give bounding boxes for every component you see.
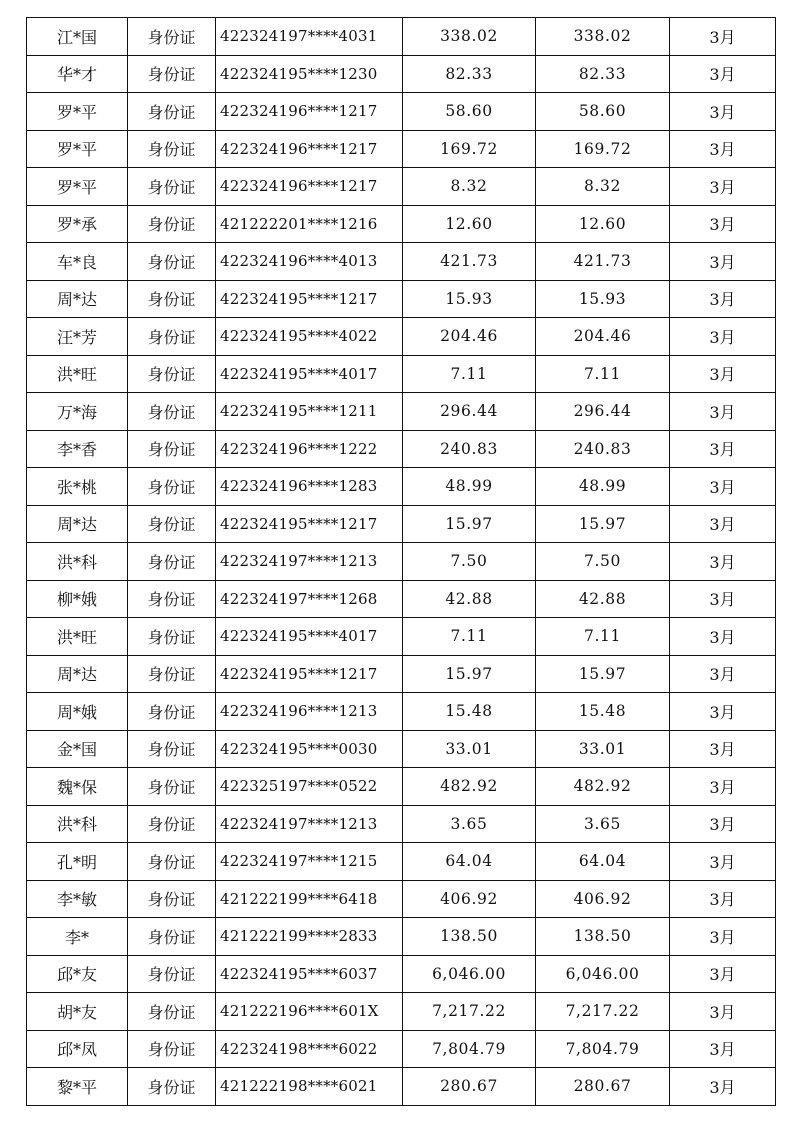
id-type-cell: 身份证 — [128, 55, 216, 93]
amount-a-cell: 15.48 — [403, 693, 536, 731]
table-row — [27, 993, 776, 1031]
id-type-cell: 身份证 — [128, 580, 216, 618]
amount-b-cell: 6,046.00 — [536, 955, 670, 993]
amount-a-cell: 280.67 — [403, 1068, 536, 1106]
amount-a-cell: 7,217.22 — [403, 993, 536, 1031]
amount-b-cell: 280.67 — [536, 1068, 670, 1106]
amount-b-cell: 58.60 — [536, 93, 670, 131]
id-number-cell: 421222196****601X — [216, 993, 403, 1031]
name-cell: 魏*保 — [27, 768, 128, 806]
amount-a-cell: 296.44 — [403, 393, 536, 431]
name-cell: 张*桃 — [27, 468, 128, 506]
amount-b-cell: 12.60 — [536, 205, 670, 243]
id-type-cell: 身份证 — [128, 693, 216, 731]
month-cell: 3月 — [670, 805, 776, 843]
name-cell: 周*达 — [27, 505, 128, 543]
name-cell: 万*海 — [27, 393, 128, 431]
table-row — [27, 430, 776, 468]
table-row — [27, 55, 776, 93]
table-row — [27, 655, 776, 693]
table-row — [27, 468, 776, 506]
id-number-cell: 421222199****2833 — [216, 918, 403, 956]
table-row — [27, 243, 776, 281]
id-number-cell: 422324196****1217 — [216, 130, 403, 168]
name-cell: 李* — [27, 918, 128, 956]
id-number-cell: 422324196****1213 — [216, 693, 403, 731]
id-number-cell: 422324196****1217 — [216, 93, 403, 131]
id-number-cell: 422324196****1222 — [216, 430, 403, 468]
table-row — [27, 768, 776, 806]
name-cell: 周*娥 — [27, 693, 128, 731]
id-type-cell: 身份证 — [128, 843, 216, 881]
table-row — [27, 693, 776, 731]
table-row — [27, 18, 776, 56]
id-type-cell: 身份证 — [128, 543, 216, 581]
amount-a-cell: 15.97 — [403, 505, 536, 543]
name-cell: 江*国 — [27, 18, 128, 56]
records-table-body — [27, 18, 776, 1106]
table-row — [27, 505, 776, 543]
month-cell: 3月 — [670, 430, 776, 468]
amount-a-cell: 406.92 — [403, 880, 536, 918]
month-cell: 3月 — [670, 955, 776, 993]
id-type-cell: 身份证 — [128, 393, 216, 431]
amount-b-cell: 7.11 — [536, 618, 670, 656]
id-type-cell: 身份证 — [128, 655, 216, 693]
table-row — [27, 393, 776, 431]
id-number-cell: 422324196****4013 — [216, 243, 403, 281]
name-cell: 罗*平 — [27, 168, 128, 206]
table-row — [27, 955, 776, 993]
amount-a-cell: 204.46 — [403, 318, 536, 356]
amount-b-cell: 15.97 — [536, 505, 670, 543]
id-number-cell: 422324195****1217 — [216, 655, 403, 693]
month-cell: 3月 — [670, 355, 776, 393]
amount-b-cell: 138.50 — [536, 918, 670, 956]
amount-a-cell: 338.02 — [403, 18, 536, 56]
table-row — [27, 543, 776, 581]
id-type-cell: 身份证 — [128, 280, 216, 318]
table-row — [27, 318, 776, 356]
month-cell: 3月 — [670, 693, 776, 731]
amount-a-cell: 15.97 — [403, 655, 536, 693]
amount-b-cell: 7.11 — [536, 355, 670, 393]
id-number-cell: 421222199****6418 — [216, 880, 403, 918]
id-type-cell: 身份证 — [128, 130, 216, 168]
amount-a-cell: 6,046.00 — [403, 955, 536, 993]
id-number-cell: 422324195****4017 — [216, 355, 403, 393]
amount-b-cell: 338.02 — [536, 18, 670, 56]
amount-b-cell: 240.83 — [536, 430, 670, 468]
month-cell: 3月 — [670, 1068, 776, 1106]
amount-a-cell: 7.11 — [403, 355, 536, 393]
id-type-cell: 身份证 — [128, 730, 216, 768]
table-row — [27, 843, 776, 881]
amount-a-cell: 58.60 — [403, 93, 536, 131]
name-cell: 罗*平 — [27, 93, 128, 131]
name-cell: 周*达 — [27, 655, 128, 693]
month-cell: 3月 — [670, 18, 776, 56]
id-number-cell: 421222198****6021 — [216, 1068, 403, 1106]
name-cell: 李*香 — [27, 430, 128, 468]
table-row — [27, 1068, 776, 1106]
id-type-cell: 身份证 — [128, 1068, 216, 1106]
name-cell: 金*国 — [27, 730, 128, 768]
amount-a-cell: 8.32 — [403, 168, 536, 206]
table-row — [27, 130, 776, 168]
amount-a-cell: 82.33 — [403, 55, 536, 93]
amount-b-cell: 8.32 — [536, 168, 670, 206]
id-type-cell: 身份证 — [128, 1030, 216, 1068]
table-row — [27, 93, 776, 131]
amount-a-cell: 15.93 — [403, 280, 536, 318]
amount-b-cell: 169.72 — [536, 130, 670, 168]
amount-b-cell: 15.48 — [536, 693, 670, 731]
id-type-cell: 身份证 — [128, 805, 216, 843]
id-number-cell: 422324195****1217 — [216, 280, 403, 318]
table-row — [27, 355, 776, 393]
table-row — [27, 880, 776, 918]
name-cell: 胡*友 — [27, 993, 128, 1031]
amount-b-cell: 64.04 — [536, 843, 670, 881]
table-row — [27, 280, 776, 318]
name-cell: 洪*旺 — [27, 355, 128, 393]
name-cell: 华*才 — [27, 55, 128, 93]
id-type-cell: 身份证 — [128, 18, 216, 56]
month-cell: 3月 — [670, 468, 776, 506]
id-type-cell: 身份证 — [128, 993, 216, 1031]
name-cell: 柳*娥 — [27, 580, 128, 618]
month-cell: 3月 — [670, 93, 776, 131]
amount-b-cell: 15.97 — [536, 655, 670, 693]
amount-b-cell: 421.73 — [536, 243, 670, 281]
table-row — [27, 205, 776, 243]
id-number-cell: 422324195****0030 — [216, 730, 403, 768]
month-cell: 3月 — [670, 618, 776, 656]
id-number-cell: 422324197****1268 — [216, 580, 403, 618]
amount-a-cell: 169.72 — [403, 130, 536, 168]
amount-a-cell: 240.83 — [403, 430, 536, 468]
name-cell: 罗*平 — [27, 130, 128, 168]
month-cell: 3月 — [670, 280, 776, 318]
amount-a-cell: 7,804.79 — [403, 1030, 536, 1068]
id-number-cell: 422324197****4031 — [216, 18, 403, 56]
month-cell: 3月 — [670, 843, 776, 881]
month-cell: 3月 — [670, 168, 776, 206]
amount-b-cell: 482.92 — [536, 768, 670, 806]
amount-b-cell: 42.88 — [536, 580, 670, 618]
table-row — [27, 1030, 776, 1068]
id-type-cell: 身份证 — [128, 168, 216, 206]
amount-b-cell: 204.46 — [536, 318, 670, 356]
amount-a-cell: 3.65 — [403, 805, 536, 843]
month-cell: 3月 — [670, 318, 776, 356]
amount-b-cell: 3.65 — [536, 805, 670, 843]
name-cell: 李*敏 — [27, 880, 128, 918]
id-number-cell: 422324197****1213 — [216, 805, 403, 843]
month-cell: 3月 — [670, 730, 776, 768]
month-cell: 3月 — [670, 880, 776, 918]
amount-b-cell: 48.99 — [536, 468, 670, 506]
name-cell: 孔*明 — [27, 843, 128, 881]
month-cell: 3月 — [670, 655, 776, 693]
name-cell: 罗*承 — [27, 205, 128, 243]
id-type-cell: 身份证 — [128, 430, 216, 468]
name-cell: 洪*旺 — [27, 618, 128, 656]
amount-a-cell: 482.92 — [403, 768, 536, 806]
id-number-cell: 422325197****0522 — [216, 768, 403, 806]
id-type-cell: 身份证 — [128, 768, 216, 806]
id-type-cell: 身份证 — [128, 955, 216, 993]
id-type-cell: 身份证 — [128, 318, 216, 356]
month-cell: 3月 — [670, 993, 776, 1031]
amount-a-cell: 42.88 — [403, 580, 536, 618]
month-cell: 3月 — [670, 393, 776, 431]
name-cell: 汪*芳 — [27, 318, 128, 356]
table-row — [27, 580, 776, 618]
name-cell: 洪*科 — [27, 805, 128, 843]
table-row — [27, 618, 776, 656]
id-number-cell: 422324195****4022 — [216, 318, 403, 356]
name-cell: 黎*平 — [27, 1068, 128, 1106]
name-cell: 车*良 — [27, 243, 128, 281]
id-number-cell: 422324196****1217 — [216, 168, 403, 206]
id-number-cell: 422324195****1230 — [216, 55, 403, 93]
amount-a-cell: 12.60 — [403, 205, 536, 243]
name-cell: 邱*友 — [27, 955, 128, 993]
id-type-cell: 身份证 — [128, 880, 216, 918]
name-cell: 邱*凤 — [27, 1030, 128, 1068]
id-type-cell: 身份证 — [128, 468, 216, 506]
amount-b-cell: 33.01 — [536, 730, 670, 768]
table-row — [27, 805, 776, 843]
id-number-cell: 421222201****1216 — [216, 205, 403, 243]
amount-a-cell: 7.11 — [403, 618, 536, 656]
amount-b-cell: 7,217.22 — [536, 993, 670, 1031]
table-row — [27, 918, 776, 956]
amount-b-cell: 406.92 — [536, 880, 670, 918]
id-number-cell: 422324197****1213 — [216, 543, 403, 581]
id-number-cell: 422324195****1211 — [216, 393, 403, 431]
id-type-cell: 身份证 — [128, 355, 216, 393]
amount-a-cell: 7.50 — [403, 543, 536, 581]
id-number-cell: 422324195****1217 — [216, 505, 403, 543]
id-type-cell: 身份证 — [128, 93, 216, 131]
records-table — [26, 17, 776, 1106]
name-cell: 周*达 — [27, 280, 128, 318]
id-type-cell: 身份证 — [128, 918, 216, 956]
month-cell: 3月 — [670, 543, 776, 581]
amount-a-cell: 64.04 — [403, 843, 536, 881]
month-cell: 3月 — [670, 243, 776, 281]
id-type-cell: 身份证 — [128, 618, 216, 656]
id-type-cell: 身份证 — [128, 243, 216, 281]
id-number-cell: 422324195****6037 — [216, 955, 403, 993]
month-cell: 3月 — [670, 768, 776, 806]
month-cell: 3月 — [670, 55, 776, 93]
amount-b-cell: 15.93 — [536, 280, 670, 318]
month-cell: 3月 — [670, 505, 776, 543]
amount-a-cell: 138.50 — [403, 918, 536, 956]
amount-a-cell: 421.73 — [403, 243, 536, 281]
id-type-cell: 身份证 — [128, 505, 216, 543]
month-cell: 3月 — [670, 1030, 776, 1068]
amount-a-cell: 48.99 — [403, 468, 536, 506]
amount-b-cell: 82.33 — [536, 55, 670, 93]
table-row — [27, 168, 776, 206]
id-type-cell: 身份证 — [128, 205, 216, 243]
amount-a-cell: 33.01 — [403, 730, 536, 768]
month-cell: 3月 — [670, 580, 776, 618]
month-cell: 3月 — [670, 205, 776, 243]
amount-b-cell: 7.50 — [536, 543, 670, 581]
amount-b-cell: 7,804.79 — [536, 1030, 670, 1068]
month-cell: 3月 — [670, 130, 776, 168]
month-cell: 3月 — [670, 918, 776, 956]
amount-b-cell: 296.44 — [536, 393, 670, 431]
id-number-cell: 422324195****4017 — [216, 618, 403, 656]
name-cell: 洪*科 — [27, 543, 128, 581]
id-number-cell: 422324198****6022 — [216, 1030, 403, 1068]
table-row — [27, 730, 776, 768]
id-number-cell: 422324196****1283 — [216, 468, 403, 506]
id-number-cell: 422324197****1215 — [216, 843, 403, 881]
